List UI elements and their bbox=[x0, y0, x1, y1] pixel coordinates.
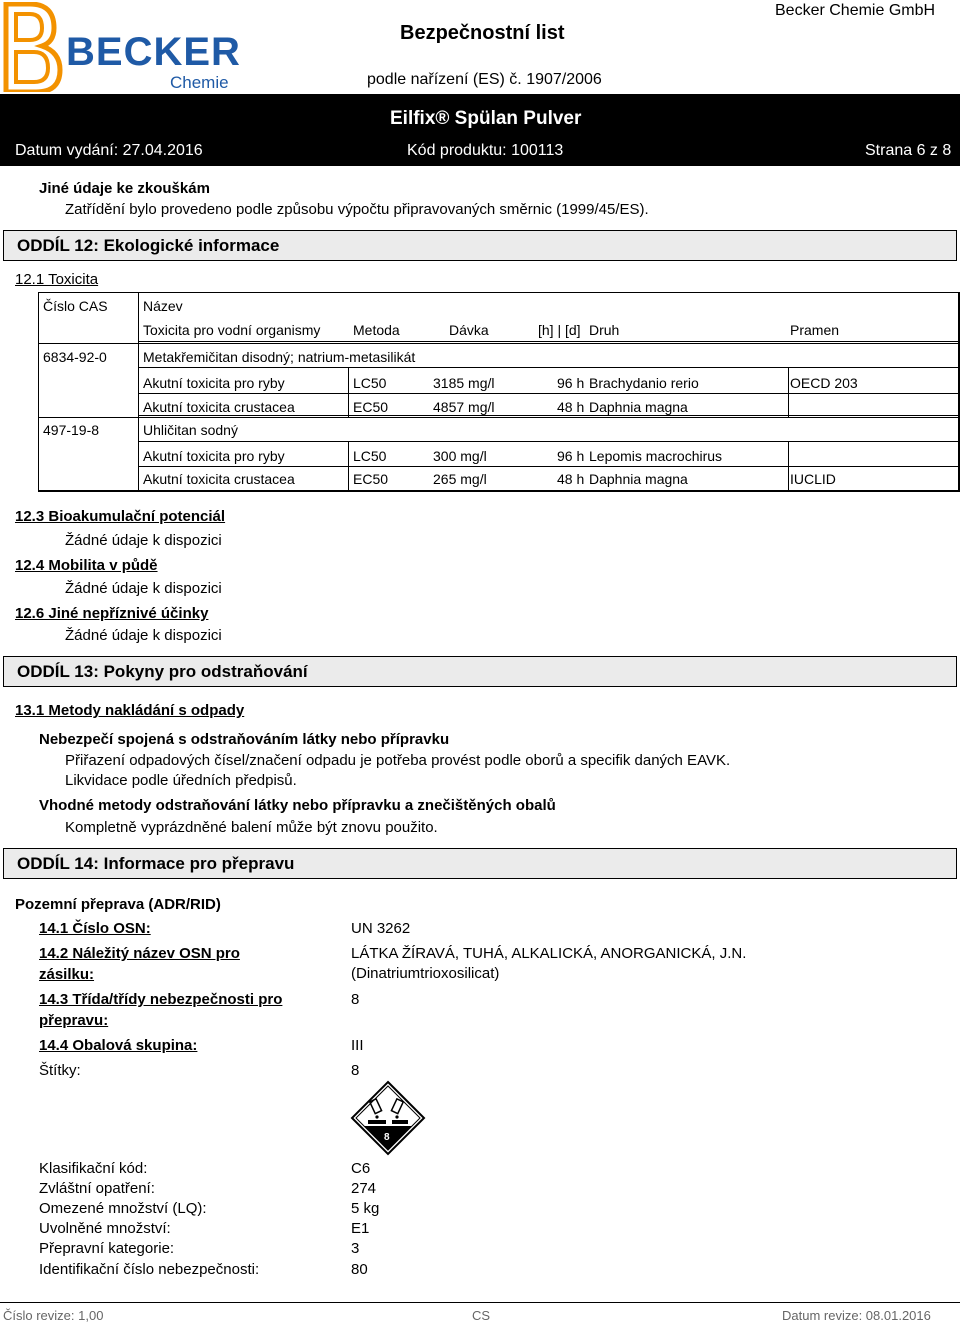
th-toxicity: Toxicita pro vodní organismy bbox=[143, 322, 321, 338]
special-provisions-label: Zvláštní opatření: bbox=[39, 1180, 155, 1197]
corrosive-pictogram bbox=[350, 1080, 426, 1156]
section-14-bar bbox=[3, 848, 957, 879]
substance-name: Uhličitan sodný bbox=[143, 422, 238, 438]
brand-name: BECKER bbox=[66, 30, 241, 74]
packing-group-value: III bbox=[351, 1037, 364, 1054]
section-13-bar bbox=[3, 656, 957, 687]
footer-rule bbox=[0, 1302, 960, 1303]
waste-methods-title: 13.1 Metody nakládání s odpady bbox=[15, 702, 245, 719]
footer-revision-date: Datum revize: 08.01.2016 bbox=[782, 1308, 931, 1323]
mobility-text: Žádné údaje k dispozici bbox=[65, 580, 222, 597]
classification-code-value: C6 bbox=[351, 1160, 371, 1177]
regulation: podle nařízení (ES) č. 1907/2006 bbox=[367, 71, 602, 88]
tox-species: Brachydanio rerio bbox=[589, 375, 699, 391]
tox-dose: 3185 mg/l bbox=[433, 375, 495, 391]
th-source: Pramen bbox=[790, 322, 840, 338]
doc-title: Bezpečnostní list bbox=[400, 22, 565, 44]
hazard-class-label-1: 14.3 Třída/třídy nebezpečnosti pro bbox=[39, 991, 283, 1008]
tox-method: EC50 bbox=[353, 471, 389, 487]
section-14-title: ODDÍL 14: Informace pro přepravu bbox=[17, 854, 295, 873]
other-info-title: Jiné údaje ke zkouškám bbox=[39, 180, 210, 197]
hazard-class-label-2: přepravu: bbox=[39, 1012, 109, 1029]
product-code: Kód produktu: 100113 bbox=[407, 142, 564, 159]
excepted-quantity-value: E1 bbox=[351, 1220, 370, 1237]
hazard-id-value: 80 bbox=[351, 1261, 368, 1278]
bioaccumulation-title: 12.3 Bioakumulační potenciál bbox=[15, 508, 226, 525]
corrosive-icon bbox=[350, 1080, 426, 1156]
excepted-quantity-label: Uvolněné množství: bbox=[39, 1220, 171, 1237]
tox-species: Lepomis macrochirus bbox=[589, 448, 723, 464]
packing-group-label: 14.4 Obalová skupina: bbox=[39, 1037, 198, 1054]
mobility-title: 12.4 Mobilita v půdě bbox=[15, 557, 158, 574]
labels-value: 8 bbox=[351, 1062, 360, 1079]
bioaccumulation-text: Žádné údaje k dispozici bbox=[65, 532, 222, 549]
suitable-methods-text: Kompletně vyprázdněné balení může být znovu použito. bbox=[65, 819, 438, 836]
footer-revision-number: Číslo revize: 1,00 bbox=[3, 1308, 104, 1323]
tox-type: Akutní toxicita pro ryby bbox=[143, 375, 285, 391]
tox-method: LC50 bbox=[353, 448, 387, 464]
tox-time: 48 h bbox=[557, 399, 585, 415]
tox-method: EC50 bbox=[353, 399, 389, 415]
tox-type: Akutní toxicita crustacea bbox=[143, 399, 295, 415]
brand-sub: Chemie bbox=[170, 73, 229, 92]
other-effects-title: 12.6 Jiné nepříznivé účinky bbox=[15, 605, 209, 622]
other-effects-text: Žádné údaje k dispozici bbox=[65, 627, 222, 644]
th-method: Metoda bbox=[353, 322, 400, 338]
shipping-name-value-1: LÁTKA ŽÍRAVÁ, TUHÁ, ALKALICKÁ, ANORGANICKÁ, J.N. bbox=[351, 945, 747, 962]
pictogram-class-number: 8 bbox=[384, 1132, 390, 1143]
product-name: Eilfix® Spülan Pulver bbox=[390, 108, 582, 129]
limited-quantity-label: Omezené množství (LQ): bbox=[39, 1200, 207, 1217]
substance-cas: 497-19-8 bbox=[43, 422, 100, 438]
disposal-hazard-title: Nebezpečí spojená s odstraňováním látky nebo přípravku bbox=[39, 731, 450, 748]
th-time: [h] | [d] bbox=[538, 322, 581, 338]
special-provisions-value: 274 bbox=[351, 1180, 377, 1197]
transport-category-value: 3 bbox=[351, 1240, 360, 1257]
th-cas: Číslo CAS bbox=[43, 298, 108, 314]
company-name: Becker Chemie GmbH bbox=[775, 2, 936, 19]
tox-source: OECD 203 bbox=[790, 375, 858, 391]
toxicity-title: 12.1 Toxicita bbox=[15, 271, 99, 288]
th-dose: Dávka bbox=[449, 322, 489, 338]
substance-cas: 6834-92-0 bbox=[43, 349, 107, 365]
th-name: Název bbox=[143, 298, 183, 314]
transport-category-label: Přepravní kategorie: bbox=[39, 1240, 175, 1257]
tox-species: Daphnia magna bbox=[589, 399, 688, 415]
disposal-hazard-line-1: Přiřazení odpadových čísel/značení odpadu je potřeba provést podle oborů a specifik daných EAVK. bbox=[65, 752, 731, 769]
suitable-methods-title: Vhodné metody odstraňování látky nebo přípravku a znečištěných obalů bbox=[39, 797, 556, 814]
section-12-bar bbox=[3, 230, 957, 261]
un-number-label: 14.1 Číslo OSN: bbox=[39, 920, 151, 937]
tox-source: IUCLID bbox=[790, 471, 836, 487]
tox-type: Akutní toxicita pro ryby bbox=[143, 448, 285, 464]
tox-time: 48 h bbox=[557, 471, 585, 487]
tox-dose: 300 mg/l bbox=[433, 448, 487, 464]
un-number-value: UN 3262 bbox=[351, 920, 411, 937]
other-info-text: Zatřídění bylo provedeno podle způsobu výpočtu připravovaných směrnic (1999/45/ES). bbox=[65, 201, 649, 218]
section-12-title: ODDÍL 12: Ekologické informace bbox=[17, 236, 280, 255]
shipping-name-label-2: zásilku: bbox=[39, 966, 95, 983]
hazard-id-label: Identifikační číslo nebezpečnosti: bbox=[39, 1261, 260, 1278]
tox-dose: 4857 mg/l bbox=[433, 399, 495, 415]
tox-time: 96 h bbox=[557, 375, 585, 391]
substance-name: Metakřemičitan disodný; natrium-metasilikát bbox=[143, 349, 416, 365]
shipping-name-label-1: 14.2 Náležitý název OSN pro bbox=[39, 945, 240, 962]
disposal-hazard-line-2: Likvidace podle úředních předpisů. bbox=[65, 772, 297, 789]
classification-code-label: Klasifikační kód: bbox=[39, 1160, 148, 1177]
th-species: Druh bbox=[589, 322, 620, 338]
tox-dose: 265 mg/l bbox=[433, 471, 487, 487]
shipping-name-value-2: (Dinatriumtrioxosilicat) bbox=[351, 965, 500, 982]
tox-species: Daphnia magna bbox=[589, 471, 688, 487]
land-transport-title: Pozemní přeprava (ADR/RID) bbox=[15, 896, 221, 913]
tox-time: 96 h bbox=[557, 448, 585, 464]
page-number: Strana 6 z 8 bbox=[865, 142, 952, 159]
limited-quantity-value: 5 kg bbox=[351, 1200, 380, 1217]
tox-method: LC50 bbox=[353, 375, 387, 391]
section-13-title: ODDÍL 13: Pokyny pro odstraňování bbox=[17, 662, 308, 681]
footer-language: CS bbox=[472, 1308, 491, 1323]
issue-date: Datum vydání: 27.04.2016 bbox=[15, 142, 203, 159]
hazard-class-value: 8 bbox=[351, 991, 360, 1008]
tox-type: Akutní toxicita crustacea bbox=[143, 471, 295, 487]
labels-label: Štítky: bbox=[39, 1062, 81, 1079]
